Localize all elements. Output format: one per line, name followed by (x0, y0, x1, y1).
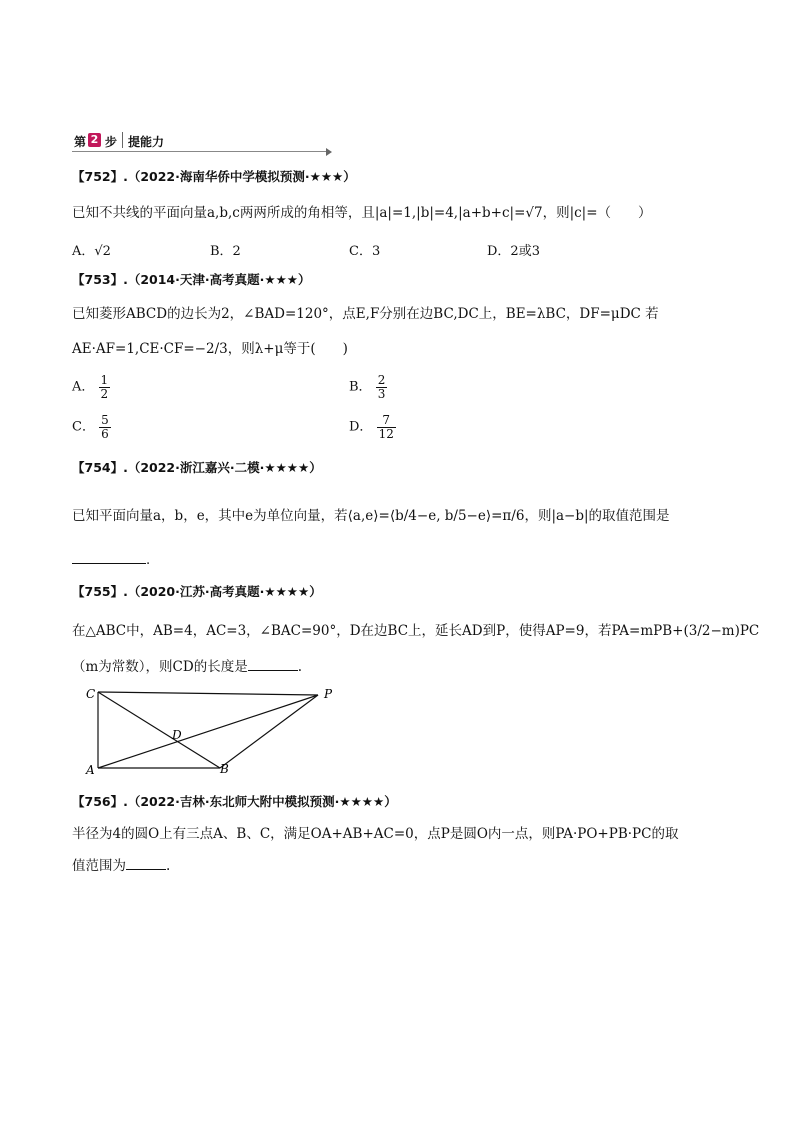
q753-option-d-fraction (377, 414, 396, 440)
q756-stem-line2: 值范围为 . (72, 858, 171, 874)
label-d: D (172, 728, 182, 742)
q756-stem-line2-text: 值范围为 (72, 858, 126, 874)
step-suffix: 步 (105, 135, 118, 149)
q753-stem-line1: 已知菱形ABCD的边长为2，∠BAD=120°，点E,F分别在边BC,DC上，BE=λBC，DF=μDC 若 (72, 306, 659, 322)
segment-bp (220, 695, 318, 768)
q753-stem-line2: AE·AF=1,CE·CF=−2/3，则λ+μ等于( ) (72, 341, 348, 357)
label-c: C (86, 687, 96, 701)
q752-option-d: D．2或3 (487, 244, 540, 259)
q753-option-b (349, 374, 387, 400)
q753-option-a-letter: A． (72, 379, 95, 395)
q752-option-b: B．2 (210, 244, 241, 259)
q752-option-a: A．√2 (72, 244, 111, 259)
q754-label: 【754】.（2022·浙江嘉兴·二模·★★★★） (72, 460, 322, 475)
q755-figure (80, 682, 350, 778)
q753-label: 【753】.（2014·天津·高考真题·★★★） (72, 272, 311, 287)
q755-stem-line2-text: （m为常数），则CD的长度是 (72, 659, 248, 675)
segment-cb (98, 692, 220, 768)
label-b: B (220, 762, 229, 776)
step-prefix: 第 (74, 135, 87, 149)
q754-answer-blank: . (72, 553, 150, 568)
q755-label: 【755】.（2020·江苏·高考真题·★★★★） (72, 584, 322, 599)
q756-stem-line1: 半径为4的圆O上有三点A、B、C，满足OA+AB+AC=0，点P是圆O内一点，则PA·PO+PB·PC的取 (72, 826, 679, 842)
section-header (72, 132, 328, 152)
q753-option-c-fraction (99, 414, 111, 440)
label-p: P (324, 687, 333, 701)
q753-option-d-den: 12 (378, 426, 394, 441)
q752-stem: 已知不共线的平面向量a,b,c两两所成的角相等，且|a|=1,|b|=4,|a+b+c|=√7，则|c|=（ ） (72, 205, 652, 221)
q753-option-c-num: 5 (101, 413, 109, 427)
q753-option-b-num: 2 (377, 373, 386, 387)
q753-option-d-letter: D． (349, 419, 373, 435)
q754-blank-line (72, 563, 146, 564)
q753-option-b-letter: B． (349, 379, 372, 395)
q753-option-c-den: 6 (101, 426, 109, 441)
q752-option-c: C．3 (349, 244, 381, 259)
section-title: 提能力 (128, 135, 165, 149)
segment-cp (98, 692, 318, 695)
q753-option-c-letter: C． (72, 419, 95, 435)
q755-stem-line2: （m为常数），则CD的长度是 . (72, 659, 303, 675)
q753-option-c (72, 414, 111, 440)
q753-option-a-den: 2 (100, 386, 109, 401)
q753-option-d (349, 414, 396, 440)
q755-blank-line (248, 670, 298, 671)
label-a: A (86, 763, 95, 777)
q756-blank-line (126, 869, 166, 870)
q753-option-b-fraction (376, 374, 388, 400)
segment-ap (98, 695, 318, 768)
q754-stem: 已知平面向量a，b，e，其中e为单位向量，若⟨a,e⟩=⟨b/4−e, b/5−e⟩=π/6，则|a−b|的取值范围是 (72, 508, 670, 524)
q753-option-b-den: 3 (377, 386, 386, 401)
q753-option-a (72, 374, 110, 400)
q755-stem-line1: 在△ABC中，AB=4，AC=3，∠BAC=90°，D在边BC上，延长AD到P，使得AP=9，若PA=mPB+(3/2−m)PC (72, 623, 760, 639)
q753-option-a-fraction (99, 374, 111, 400)
q752-label: 【752】.（2022·海南华侨中学模拟预测·★★★） (72, 169, 356, 184)
header-divider (122, 132, 123, 148)
q753-option-a-num: 1 (100, 373, 109, 387)
q753-option-d-num: 7 (377, 414, 396, 428)
header-rule (72, 151, 328, 152)
header-arrow-icon (326, 148, 332, 156)
q756-label: 【756】.（2022·吉林·东北师大附中模拟预测·★★★★） (72, 794, 397, 809)
step-number-badge: 2 (88, 133, 101, 147)
